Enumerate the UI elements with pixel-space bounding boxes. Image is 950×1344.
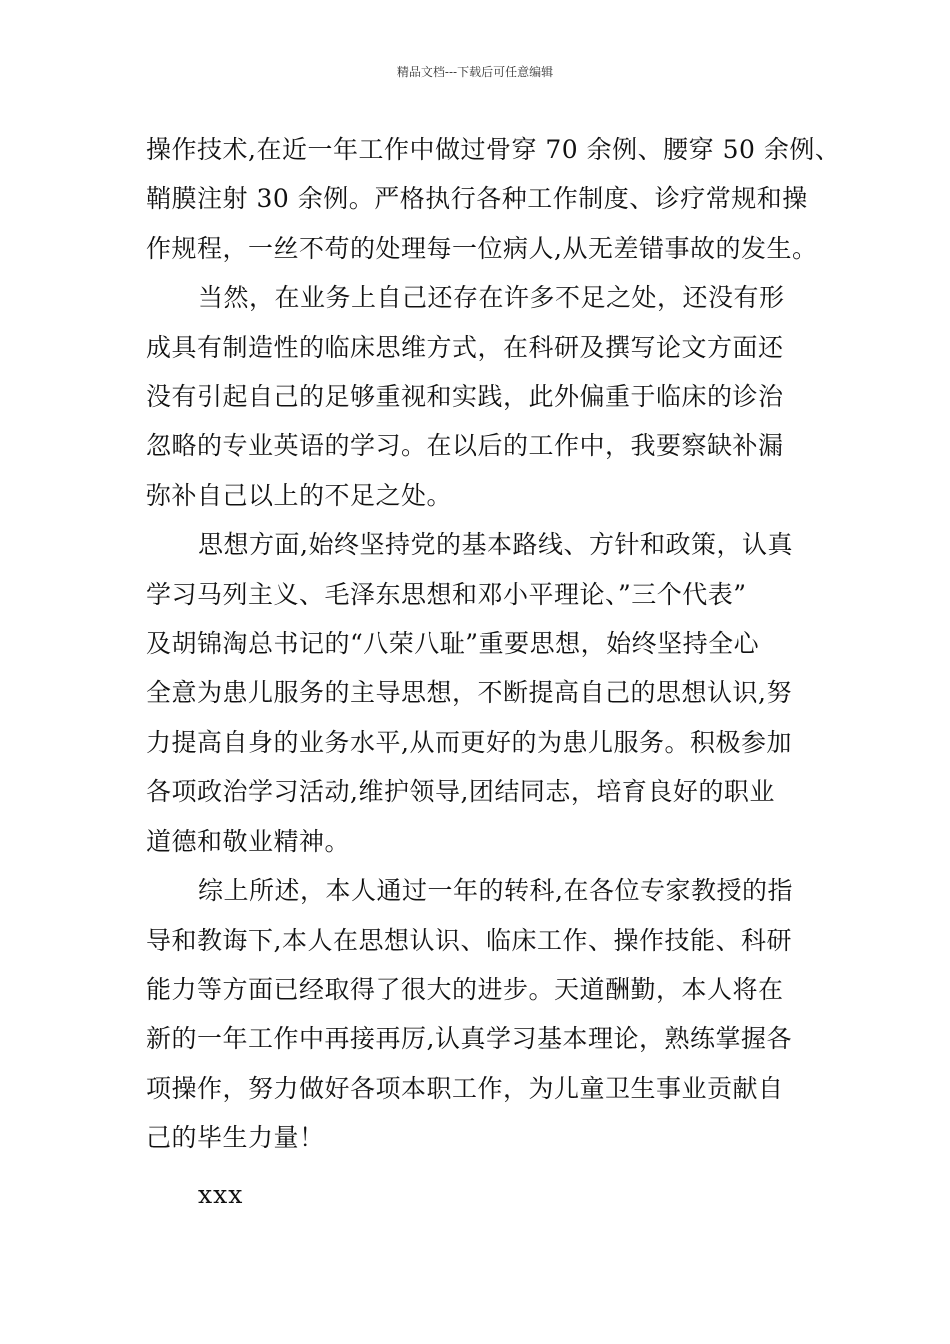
- paragraph-work-skills: [146, 125, 841, 273]
- paragraph-shortcomings: [146, 273, 826, 520]
- text-line: 鞘膜注射 30 余例。严格执行各种工作制度、诊疗常规和操: [146, 184, 808, 214]
- text-line: 思想方面,始终坚持党的基本路线、方针和政策，认真: [198, 530, 793, 560]
- signature: xxx: [198, 1180, 244, 1209]
- text-line: 力提高自身的业务水平,从而更好的为患儿服务。积极参加: [146, 727, 792, 757]
- text-line: 忽略的专业英语的学习。在以后的工作中，我要察缺补漏: [146, 431, 784, 461]
- text-line: 弥补自己以上的不足之处。: [146, 480, 453, 510]
- page-header: 精品文档---下载后可任意编辑: [396, 65, 554, 79]
- text-line: 全意为患儿服务的主导思想，不断提高自己的思想认识,努: [146, 678, 792, 708]
- text-line: 导和教诲下,本人在思想认识、临床工作、操作技能、科研: [146, 925, 792, 955]
- text-line: 及胡锦淘总书记的“八荣八耻”重要思想，始终坚持全心: [146, 629, 760, 659]
- text-line: 综上所述，本人通过一年的转科,在各位专家教授的指: [198, 876, 793, 906]
- text-line: 当然，在业务上自己还存在许多不足之处，还没有形: [198, 283, 785, 313]
- text-line: 学习马列主义、毛泽东思想和邓小平理论、”三个代表”: [146, 579, 747, 609]
- text-line: 项操作，努力做好各项本职工作，为儿童卫生事业贡献自: [146, 1073, 784, 1103]
- paragraph-ideology: [146, 520, 826, 866]
- text-line: 作规程，一丝不苟的处理每一位病人,从无差错事故的发生。: [146, 233, 818, 263]
- text-line: 成具有制造性的临床思维方式，在科研及撰写论文方面还: [146, 332, 784, 362]
- text-line: 新的一年工作中再接再厉,认真学习基本理论，熟练掌握各: [146, 1024, 792, 1054]
- text-line: 道德和敬业精神。: [146, 826, 351, 856]
- text-line: 能力等方面已经取得了很大的进步。天道酬勤，本人将在: [146, 974, 784, 1004]
- paragraph-summary: [146, 866, 826, 1162]
- text-line: 操作技术,在近一年工作中做过骨穿 70 余例、腰穿 50 余例、: [146, 135, 841, 164]
- document-body: [146, 125, 841, 1163]
- text-line: 没有引起自己的足够重视和实践，此外偏重于临床的诊治: [146, 382, 784, 412]
- text-line: 己的毕生力量！: [146, 1123, 325, 1153]
- text-line: 各项政治学习活动,维护领导,团结同志，培育良好的职业: [146, 777, 775, 807]
